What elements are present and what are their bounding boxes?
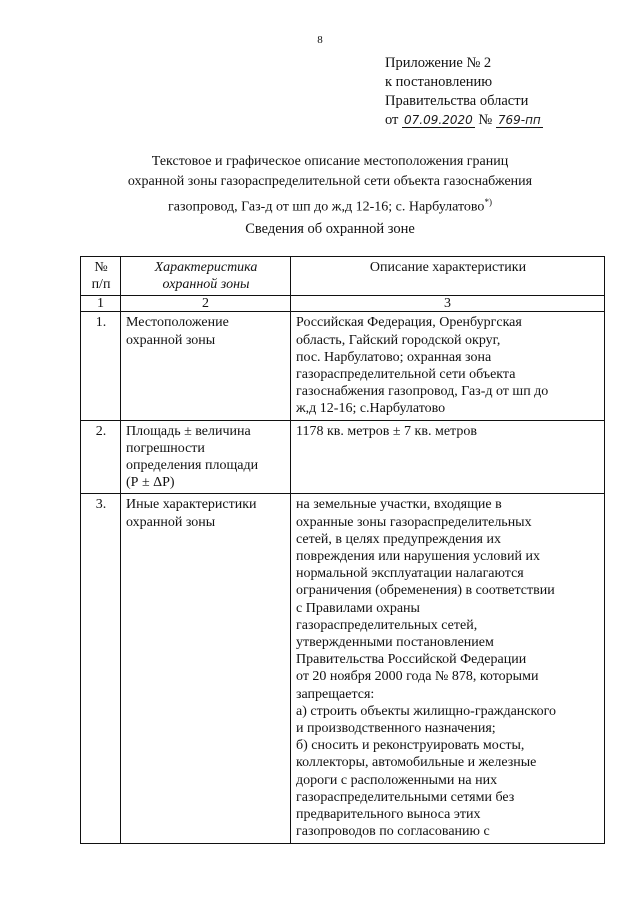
appendix-block <box>385 54 625 130</box>
appendix-line-2: к постановлению <box>385 74 493 90</box>
cell-line: охранной зоны <box>126 514 216 530</box>
cell-line: ж,д 12-16; с.Нарбулатово <box>296 401 446 417</box>
cell-line: погрешности <box>126 440 205 456</box>
cell-line: 1178 кв. метров ± 7 кв. метров <box>296 423 477 439</box>
index-cell: 3 <box>291 296 605 312</box>
appendix-line-1: Приложение № 2 <box>385 55 492 71</box>
cell-line: от 20 ноября 2000 года № 878, которыми <box>296 669 539 685</box>
cell-line: Российская Федерация, Оренбургская <box>296 315 522 331</box>
from-label: от <box>385 112 399 128</box>
cell-line: а) строить объекты жилищно-гражданского <box>296 703 556 719</box>
cell-line: Иные характеристики <box>126 497 257 513</box>
cell-line: сетей, в целях предупреждения их <box>296 531 501 547</box>
cell-line: газораспределительной сети объекта <box>296 367 516 383</box>
number-label: № <box>478 112 493 128</box>
cell-line: охранной зоны <box>126 332 216 348</box>
cell-line: газораспределительных сетей, <box>296 617 478 633</box>
footnote-mark: *) <box>484 197 492 207</box>
row-description <box>291 312 605 420</box>
cell-line: пос. Нарбулатово; охранная зона <box>296 349 492 365</box>
cell-line: газораспределительными сетями без <box>296 789 515 805</box>
cell-line: нормальной эксплуатации налагаются <box>296 566 524 582</box>
title-line-2: охранной зоны газораспределительной сети объекта газоснабжения <box>127 174 533 189</box>
cell-line: повреждения или нарушения условий их <box>296 549 540 565</box>
table-row <box>81 494 605 843</box>
table-row <box>81 312 605 420</box>
appendix-date-line <box>385 111 625 130</box>
cell-line: Площадь ± величина <box>126 423 251 439</box>
cell-line: (Р ± ΔР) <box>126 475 175 491</box>
header-num: № п/п <box>81 257 121 296</box>
header-characteristic: Характеристика охранной зоны <box>121 257 291 296</box>
cell-line: б) сносить и реконструировать мосты, <box>296 738 525 754</box>
title-line-3-text: газопровод, Газ-д от шп до ж,д 12-16; с. Нарбулатово <box>168 199 485 215</box>
cell-line: запрещается: <box>296 686 375 702</box>
index-cell: 1 <box>81 296 121 312</box>
row-description <box>291 494 605 843</box>
row-description <box>291 420 605 494</box>
cell-line: с Правилами охраны <box>296 600 420 616</box>
cell-line: и производственного назначения; <box>296 721 496 737</box>
cell-line: охранные зоны газораспределительных <box>296 514 532 530</box>
cell-line: газопроводов по согласованию с <box>296 824 490 840</box>
handwritten-date: 07.09.2020 <box>404 113 473 127</box>
document-title <box>60 152 600 218</box>
cell-line: определения площади <box>126 458 259 474</box>
cell-line: ограничения (обременения) в соответствии <box>296 583 555 599</box>
row-characteristic <box>121 494 291 843</box>
row-characteristic <box>121 420 291 494</box>
index-cell: 2 <box>121 296 291 312</box>
cell-line: утвержденными постановлением <box>296 635 494 651</box>
row-num: 1. <box>81 312 121 420</box>
cell-line: дороги с расположенными на них <box>296 772 498 788</box>
cell-line: область, Гайский городской округ, <box>296 332 501 348</box>
table-index-row <box>81 296 605 312</box>
row-num: 3. <box>81 494 121 843</box>
cell-line: коллекторы, автомобильные и железные <box>296 755 537 771</box>
row-characteristic <box>121 312 291 420</box>
cell-line: газоснабжения газопровод, Газ-д от шп до <box>296 384 549 400</box>
page-number: 8 <box>317 34 323 46</box>
cell-line: на земельные участки, входящие в <box>296 497 502 513</box>
title-line-1: Текстовое и графическое описание местоположения границ <box>151 154 509 169</box>
appendix-line-3: Правительства области <box>385 93 529 109</box>
zone-info-table <box>80 256 605 844</box>
handwritten-number: 769-пп <box>497 113 541 127</box>
cell-line: Местоположение <box>126 315 229 331</box>
title-line-3 <box>60 192 600 218</box>
table-row <box>81 420 605 494</box>
table-header-row <box>81 257 605 296</box>
row-num: 2. <box>81 420 121 494</box>
section-subtitle: Сведения об охранной зоне <box>245 221 415 237</box>
cell-line: Правительства Российской Федерации <box>296 652 527 668</box>
cell-line: предварительного выноса этих <box>296 807 481 823</box>
header-description: Описание характеристики <box>291 257 605 296</box>
